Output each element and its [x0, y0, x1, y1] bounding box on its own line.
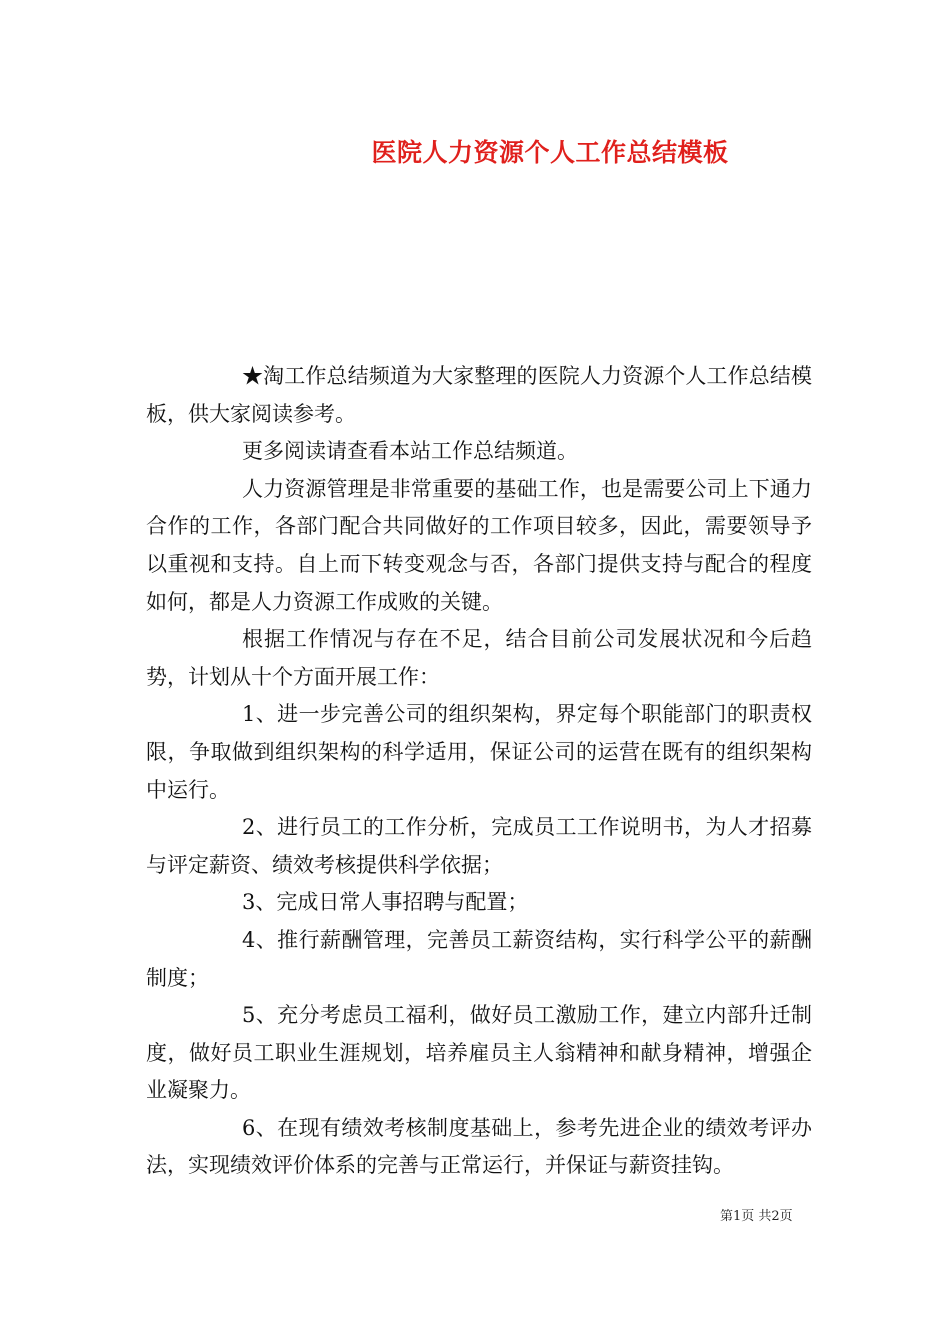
paragraph-item-5: 5、充分考虑员工福利，做好员工激励工作，建立内部升迁制度，做好员工职业生涯规划，培养雇员主人翁精神和献身精神，增强企业凝聚力。 — [146, 1003, 812, 1103]
paragraph-intro: ★淘工作总结频道为大家整理的医院人力资源个人工作总结模板，供大家阅读参考。 — [146, 364, 812, 426]
paragraph-item-6: 6、在现有绩效考核制度基础上，参考先进企业的绩效考评办法，实现绩效评价体系的完善与正常运行，并保证与薪资挂钩。 — [146, 1115, 812, 1178]
paragraph-more-reading: 更多阅读请查看本站工作总结频道。 — [242, 439, 578, 464]
page-title: 医院人力资源个人工作总结模板 — [371, 138, 729, 167]
document-body — [146, 358, 812, 1185]
paragraph-item-3: 3、完成日常人事招聘与配置； — [242, 890, 529, 915]
paragraph-item-2: 2、进行员工的工作分析，完成员工工作说明书，为人才招募与评定薪资、绩效考核提供科学依据； — [146, 815, 812, 877]
page-number: 第1页 共2页 — [720, 1209, 793, 1224]
paragraph-item-4: 4、推行薪酬管理，完善员工薪资结构，实行科学公平的薪酬制度； — [146, 927, 812, 990]
paragraph-item-1: 1、进一步完善公司的组织架构，界定每个职能部门的职责权限，争取做到组织架构的科学适用，保证公司的运营在既有的组织架构中运行。 — [146, 702, 812, 802]
paragraph-plan-intro: 根据工作情况与存在不足，结合目前公司发展状况和今后趋势，计划从十个方面开展工作： — [146, 627, 812, 689]
paragraph-hr-importance: 人力资源管理是非常重要的基础工作，也是需要公司上下通力合作的工作，各部门配合共同做好的工作项目较多，因此，需要领导予以重视和支持。自上而下转变观念与否，各部门提供支持与配合的程度如何，都是人力资源工作成败的关键。 — [146, 476, 812, 614]
